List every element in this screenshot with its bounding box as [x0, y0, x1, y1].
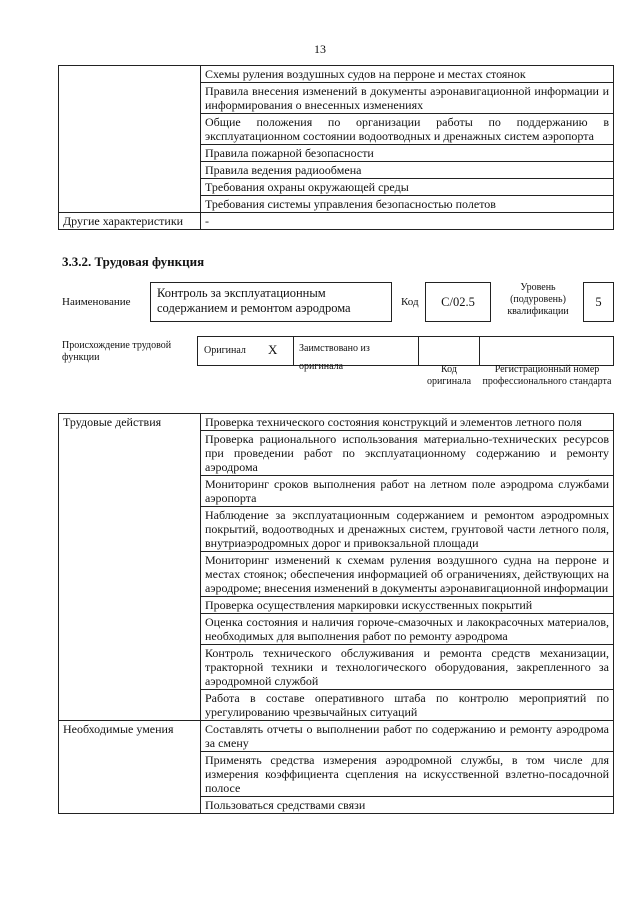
knowledge-table-continued: [58, 65, 614, 230]
name-label: Наименование: [62, 296, 131, 308]
table-row: [59, 721, 614, 752]
original-label: Оригинал: [204, 345, 246, 356]
row-category: [59, 690, 201, 721]
row-text: Проверка рационального использования материально-технических ресурсов при проведении работ по эксплуатационному содержанию и ремонту аэродрома: [201, 431, 614, 476]
row-text: Правила ведения радиообмена: [201, 162, 614, 179]
row-text: Оценка состояния и наличия горюче-смазочных и лакокрасочных материалов, необходимых для выполнения работ по ремонту аэродрома: [201, 614, 614, 645]
borrowed-cell: [293, 336, 419, 372]
original-mark: X: [268, 342, 278, 357]
row-text: Пользоваться средствами связи: [201, 797, 614, 814]
level-box: [583, 282, 614, 322]
original-code-cell: [418, 336, 480, 366]
table-row: [59, 213, 614, 230]
row-text: -: [201, 213, 614, 230]
table-row: [59, 476, 614, 507]
row-category: [59, 145, 201, 162]
reg-number-cell: [479, 336, 614, 366]
row-text: Работа в составе оперативного штаба по контролю мероприятий по урегулированию чрезвычайных ситуаций: [201, 690, 614, 721]
row-category: [59, 614, 201, 645]
function-code: С/02.5: [441, 295, 475, 309]
row-category: Другие характеристики: [59, 213, 201, 230]
row-category: [59, 476, 201, 507]
row-category: [59, 114, 201, 145]
row-category: [59, 431, 201, 476]
row-category: [59, 66, 201, 83]
row-category: [59, 507, 201, 552]
row-text: Мониторинг сроков выполнения работ на летном поле аэродрома службами аэропорта: [201, 476, 614, 507]
function-name: Контроль за эксплуатационным содержанием и ремонтом аэродрома: [157, 286, 351, 315]
row-text: Требования охраны окружающей среды: [201, 179, 614, 196]
table-row: [59, 114, 614, 145]
code-label: Код: [401, 296, 419, 308]
row-text: Составлять отчеты о выполнении работ по содержанию и ремонту аэродрома за смену: [201, 721, 614, 752]
table-row: [59, 690, 614, 721]
row-text: Проверка технического состояния конструкций и элементов летного поля: [201, 414, 614, 431]
level-value: 5: [595, 295, 602, 309]
table-row: [59, 645, 614, 690]
table-row: [59, 752, 614, 797]
row-category: Трудовые действия: [59, 414, 201, 431]
table-row: [59, 145, 614, 162]
table-row: [59, 66, 614, 83]
table-row: [59, 179, 614, 196]
page-number: 13: [314, 42, 326, 56]
table-row: [59, 797, 614, 814]
row-category: [59, 179, 201, 196]
level-label: Уровень (подуровень) квалификации: [507, 282, 569, 317]
row-category: [59, 597, 201, 614]
row-category: [59, 752, 201, 797]
function-name-box: [150, 282, 392, 322]
row-text: Применять средства измерения аэродромной службы, в том числе для измерения коэффициента сцепления на искусственной взлетно-посадочной полосе: [201, 752, 614, 797]
row-text: Мониторинг изменений к схемам руления воздушного судна на перроне и местах стоянок; обеспечения информацией об ограничениях, действующих на аэродроме; внесения изменений в документы аэронавигационной информации: [201, 552, 614, 597]
table-row: [59, 162, 614, 179]
row-category: [59, 83, 201, 114]
code-box: [425, 282, 491, 322]
row-text: Наблюдение за эксплуатационным содержанием и ремонтом аэродромных покрытий, водоотводных и дренажных систем, грунтовой части летного поля, внутриаэродромных дорог и привокзальной площади: [201, 507, 614, 552]
row-text: Правила внесения изменений в документы аэронавигационной информации и информирования о внесенных изменениях: [201, 83, 614, 114]
row-text: Схемы руления воздушных судов на перроне и местах стоянок: [201, 66, 614, 83]
table-row: [59, 431, 614, 476]
table-row: [59, 414, 614, 431]
row-text: Правила пожарной безопасности: [201, 145, 614, 162]
reg-number-label: Регистрационный номер профессионального стандарта: [482, 364, 612, 387]
row-text: Контроль технического обслуживания и ремонта средств механизации, тракторной техники и технологического оборудования, закрепленного за аэродромной службой: [201, 645, 614, 690]
table-row: [59, 597, 614, 614]
table-row: [59, 196, 614, 213]
section-title: 3.3.2. Трудовая функция: [62, 254, 205, 269]
table-row: [59, 552, 614, 597]
table-row: [59, 83, 614, 114]
row-category: [59, 797, 201, 814]
origin-label: Происхождение трудовой функции: [62, 340, 172, 363]
row-text: Проверка осуществления маркировки искусственных покрытий: [201, 597, 614, 614]
row-category: [59, 645, 201, 690]
row-text: Общие положения по организации работы по поддержанию в эксплуатационном состоянии водоотводных и дренажных систем аэропорта: [201, 114, 614, 145]
original-code-label: Код оригинала: [426, 364, 472, 387]
row-category: [59, 552, 201, 597]
borrowed-label: Заимствовано из оригинала: [299, 343, 370, 372]
table-row: [59, 507, 614, 552]
row-category: [59, 162, 201, 179]
table-row: [59, 614, 614, 645]
row-category: [59, 196, 201, 213]
original-cell: [197, 336, 294, 366]
row-category: Необходимые умения: [59, 721, 201, 752]
row-text: Требования системы управления безопасностью полетов: [201, 196, 614, 213]
actions-skills-table: [58, 413, 614, 814]
